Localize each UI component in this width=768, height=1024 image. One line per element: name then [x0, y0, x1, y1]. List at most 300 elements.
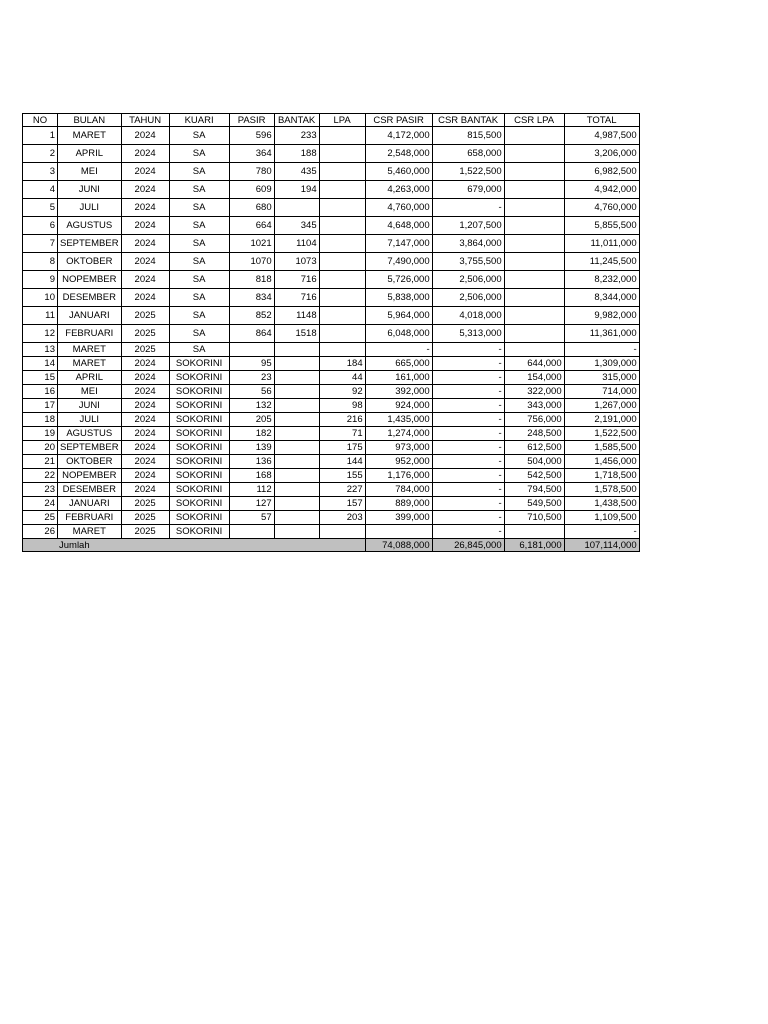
cell-bulan: APRIL	[58, 145, 122, 163]
cell-no: 2	[23, 145, 58, 163]
cell-csr-bantak: -	[432, 469, 504, 483]
cell-bulan: OKTOBER	[58, 253, 122, 271]
cell-csr-bantak: 815,500	[432, 127, 504, 145]
table-row	[23, 413, 640, 427]
cell-lpa: 216	[319, 413, 365, 427]
cell-pasir	[229, 525, 274, 539]
cell-csr-bantak: -	[432, 385, 504, 399]
cell-csr-lpa: 154,000	[504, 371, 564, 385]
cell-kuari: SA	[169, 163, 229, 181]
cell-pasir: 1021	[229, 235, 274, 253]
column-header-csr-pasir: CSR PASIR	[365, 114, 432, 127]
cell-total: 315,000	[564, 371, 639, 385]
cell-csr-lpa: 756,000	[504, 413, 564, 427]
cell-kuari: SA	[169, 235, 229, 253]
cell-no: 25	[23, 511, 58, 525]
cell-lpa	[319, 271, 365, 289]
cell-tahun: 2024	[121, 469, 169, 483]
cell-csr-lpa: 794,500	[504, 483, 564, 497]
cell-csr-pasir: 1,176,000	[365, 469, 432, 483]
cell-bantak	[274, 427, 319, 441]
cell-lpa	[319, 325, 365, 343]
cell-total: 8,232,000	[564, 271, 639, 289]
cell-total: 4,942,000	[564, 181, 639, 199]
cell-total: 714,000	[564, 385, 639, 399]
cell-bantak	[274, 497, 319, 511]
cell-tahun: 2024	[121, 199, 169, 217]
cell-total: 1,456,000	[564, 455, 639, 469]
cell-bantak	[274, 455, 319, 469]
cell-csr-bantak: 679,000	[432, 181, 504, 199]
cell-csr-bantak: -	[432, 413, 504, 427]
cell-kuari: SA	[169, 343, 229, 357]
cell-csr-bantak: -	[432, 427, 504, 441]
cell-csr-bantak: -	[432, 455, 504, 469]
cell-lpa	[319, 343, 365, 357]
table-row	[23, 163, 640, 181]
cell-csr-bantak: -	[432, 343, 504, 357]
cell-total: 3,206,000	[564, 145, 639, 163]
cell-tahun: 2024	[121, 399, 169, 413]
cell-pasir: 364	[229, 145, 274, 163]
cell-no: 9	[23, 271, 58, 289]
cell-csr-bantak: 3,864,000	[432, 235, 504, 253]
cell-no: 16	[23, 385, 58, 399]
cell-lpa: 92	[319, 385, 365, 399]
cell-csr-pasir: 6,048,000	[365, 325, 432, 343]
cell-csr-lpa	[504, 271, 564, 289]
cell-tahun: 2024	[121, 455, 169, 469]
cell-csr-bantak: 658,000	[432, 145, 504, 163]
cell-bulan: JULI	[58, 413, 122, 427]
cell-kuari: SA	[169, 325, 229, 343]
table-row	[23, 199, 640, 217]
table-row	[23, 307, 640, 325]
cell-tahun: 2024	[121, 181, 169, 199]
cell-bulan: NOPEMBER	[58, 469, 122, 483]
cell-kuari: SA	[169, 307, 229, 325]
cell-bantak	[274, 357, 319, 371]
cell-pasir: 95	[229, 357, 274, 371]
cell-bulan: MEI	[58, 385, 122, 399]
cell-bantak	[274, 441, 319, 455]
cell-lpa	[319, 145, 365, 163]
cell-total: 9,982,000	[564, 307, 639, 325]
cell-total: 1,309,000	[564, 357, 639, 371]
table-row	[23, 235, 640, 253]
cell-pasir: 864	[229, 325, 274, 343]
cell-bulan: DESEMBER	[58, 483, 122, 497]
cell-no: 5	[23, 199, 58, 217]
cell-no: 18	[23, 413, 58, 427]
cell-total: 4,987,500	[564, 127, 639, 145]
cell-pasir: 127	[229, 497, 274, 511]
cell-csr-pasir: 4,263,000	[365, 181, 432, 199]
cell-tahun: 2024	[121, 235, 169, 253]
cell-bantak: 1073	[274, 253, 319, 271]
cell-lpa: 144	[319, 455, 365, 469]
cell-total: -	[564, 343, 639, 357]
cell-bantak: 345	[274, 217, 319, 235]
cell-kuari: SA	[169, 289, 229, 307]
cell-kuari: SOKORINI	[169, 469, 229, 483]
cell-total: 1,718,500	[564, 469, 639, 483]
cell-total: 11,361,000	[564, 325, 639, 343]
cell-bantak: 188	[274, 145, 319, 163]
cell-total: 11,245,500	[564, 253, 639, 271]
cell-total: 6,982,500	[564, 163, 639, 181]
cell-tahun: 2024	[121, 217, 169, 235]
cell-total: 1,267,000	[564, 399, 639, 413]
cell-csr-pasir: 5,964,000	[365, 307, 432, 325]
cell-no: 11	[23, 307, 58, 325]
cell-pasir: 852	[229, 307, 274, 325]
cell-kuari: SOKORINI	[169, 427, 229, 441]
cell-csr-lpa	[504, 325, 564, 343]
table-row	[23, 399, 640, 413]
cell-no: 26	[23, 525, 58, 539]
cell-lpa: 203	[319, 511, 365, 525]
table-row	[23, 181, 640, 199]
cell-csr-lpa	[504, 307, 564, 325]
cell-csr-lpa: 248,500	[504, 427, 564, 441]
cell-csr-lpa: 612,500	[504, 441, 564, 455]
cell-kuari: SA	[169, 253, 229, 271]
cell-lpa	[319, 253, 365, 271]
cell-csr-pasir: 5,726,000	[365, 271, 432, 289]
cell-csr-lpa: 644,000	[504, 357, 564, 371]
cell-csr-bantak: -	[432, 441, 504, 455]
total-csr-lpa: 6,181,000	[504, 539, 564, 552]
cell-csr-pasir: 7,490,000	[365, 253, 432, 271]
cell-csr-pasir: 5,460,000	[365, 163, 432, 181]
csr-table	[22, 113, 640, 552]
cell-no: 24	[23, 497, 58, 511]
cell-lpa: 71	[319, 427, 365, 441]
cell-lpa: 227	[319, 483, 365, 497]
cell-no: 3	[23, 163, 58, 181]
cell-csr-pasir: 399,000	[365, 511, 432, 525]
cell-no: 15	[23, 371, 58, 385]
cell-lpa	[319, 307, 365, 325]
cell-no: 20	[23, 441, 58, 455]
cell-lpa: 157	[319, 497, 365, 511]
cell-pasir: 664	[229, 217, 274, 235]
table-row	[23, 325, 640, 343]
cell-bantak	[274, 469, 319, 483]
cell-no: 4	[23, 181, 58, 199]
cell-lpa: 98	[319, 399, 365, 413]
column-header-csr-bantak: CSR BANTAK	[432, 114, 504, 127]
total-csr-pasir: 74,088,000	[365, 539, 432, 552]
cell-csr-pasir: 889,000	[365, 497, 432, 511]
cell-csr-pasir: -	[365, 343, 432, 357]
column-header-no: NO	[23, 114, 58, 127]
cell-csr-pasir: 2,548,000	[365, 145, 432, 163]
cell-bulan: JANUARI	[58, 497, 122, 511]
cell-pasir: 57	[229, 511, 274, 525]
cell-csr-pasir: 1,435,000	[365, 413, 432, 427]
cell-lpa	[319, 289, 365, 307]
table-row	[23, 525, 640, 539]
table-row	[23, 385, 640, 399]
cell-bulan: NOPEMBER	[58, 271, 122, 289]
cell-csr-bantak: 2,506,000	[432, 271, 504, 289]
cell-lpa: 175	[319, 441, 365, 455]
cell-tahun: 2024	[121, 145, 169, 163]
table-row	[23, 483, 640, 497]
cell-no: 10	[23, 289, 58, 307]
cell-kuari: SOKORINI	[169, 455, 229, 469]
cell-total: 1,522,500	[564, 427, 639, 441]
cell-csr-lpa	[504, 127, 564, 145]
cell-csr-bantak: -	[432, 511, 504, 525]
column-header-bulan: BULAN	[58, 114, 122, 127]
cell-bulan: AGUSTUS	[58, 427, 122, 441]
cell-no: 6	[23, 217, 58, 235]
table-row	[23, 371, 640, 385]
cell-csr-lpa: 322,000	[504, 385, 564, 399]
cell-no: 12	[23, 325, 58, 343]
cell-bantak: 716	[274, 271, 319, 289]
cell-csr-pasir: 4,648,000	[365, 217, 432, 235]
cell-tahun: 2024	[121, 441, 169, 455]
cell-csr-bantak: 1,522,500	[432, 163, 504, 181]
cell-csr-lpa	[504, 525, 564, 539]
cell-total: 1,438,500	[564, 497, 639, 511]
cell-lpa: 184	[319, 357, 365, 371]
cell-tahun: 2024	[121, 271, 169, 289]
cell-pasir: 834	[229, 289, 274, 307]
cell-total: 1,585,500	[564, 441, 639, 455]
cell-pasir: 205	[229, 413, 274, 427]
cell-csr-bantak: -	[432, 483, 504, 497]
cell-bantak: 1148	[274, 307, 319, 325]
cell-tahun: 2025	[121, 343, 169, 357]
cell-csr-lpa	[504, 343, 564, 357]
total-grand: 107,114,000	[564, 539, 639, 552]
table-row	[23, 441, 640, 455]
cell-kuari: SOKORINI	[169, 441, 229, 455]
cell-csr-lpa	[504, 217, 564, 235]
cell-no: 1	[23, 127, 58, 145]
cell-bulan: MARET	[58, 343, 122, 357]
cell-tahun: 2024	[121, 385, 169, 399]
cell-no: 7	[23, 235, 58, 253]
column-header-pasir: PASIR	[229, 114, 274, 127]
cell-tahun: 2025	[121, 325, 169, 343]
cell-bantak	[274, 525, 319, 539]
table-row	[23, 427, 640, 441]
cell-bulan: MEI	[58, 163, 122, 181]
cell-bantak: 1518	[274, 325, 319, 343]
cell-csr-bantak: -	[432, 525, 504, 539]
cell-pasir: 680	[229, 199, 274, 217]
column-header-tahun: TAHUN	[121, 114, 169, 127]
table-row	[23, 511, 640, 525]
cell-total: 2,191,000	[564, 413, 639, 427]
cell-tahun: 2024	[121, 371, 169, 385]
cell-csr-bantak: 4,018,000	[432, 307, 504, 325]
cell-pasir: 56	[229, 385, 274, 399]
cell-kuari: SOKORINI	[169, 385, 229, 399]
cell-csr-lpa	[504, 181, 564, 199]
cell-kuari: SA	[169, 181, 229, 199]
cell-pasir: 23	[229, 371, 274, 385]
cell-bantak	[274, 385, 319, 399]
cell-total: 8,344,000	[564, 289, 639, 307]
cell-bulan: JUNI	[58, 399, 122, 413]
cell-bantak	[274, 511, 319, 525]
cell-csr-lpa: 710,500	[504, 511, 564, 525]
cell-tahun: 2024	[121, 289, 169, 307]
cell-pasir: 168	[229, 469, 274, 483]
cell-lpa	[319, 163, 365, 181]
cell-lpa	[319, 181, 365, 199]
cell-tahun: 2024	[121, 483, 169, 497]
cell-csr-bantak: -	[432, 399, 504, 413]
cell-csr-pasir: 665,000	[365, 357, 432, 371]
column-header-lpa: LPA	[319, 114, 365, 127]
cell-bulan: DESEMBER	[58, 289, 122, 307]
cell-lpa	[319, 217, 365, 235]
cell-pasir: 609	[229, 181, 274, 199]
table-row	[23, 289, 640, 307]
cell-bulan: JULI	[58, 199, 122, 217]
cell-pasir: 112	[229, 483, 274, 497]
cell-csr-pasir: 4,760,000	[365, 199, 432, 217]
cell-csr-lpa: 504,000	[504, 455, 564, 469]
cell-no: 17	[23, 399, 58, 413]
cell-total: 1,109,500	[564, 511, 639, 525]
cell-tahun: 2024	[121, 163, 169, 181]
cell-pasir: 818	[229, 271, 274, 289]
cell-total: 11,011,000	[564, 235, 639, 253]
table-row	[23, 469, 640, 483]
cell-tahun: 2025	[121, 307, 169, 325]
cell-lpa	[319, 235, 365, 253]
table-row	[23, 145, 640, 163]
cell-tahun: 2024	[121, 357, 169, 371]
cell-csr-pasir: 7,147,000	[365, 235, 432, 253]
cell-bantak	[274, 483, 319, 497]
cell-lpa	[319, 525, 365, 539]
cell-csr-lpa	[504, 145, 564, 163]
cell-bulan: OKTOBER	[58, 455, 122, 469]
table-row	[23, 497, 640, 511]
cell-total: 1,578,500	[564, 483, 639, 497]
cell-bulan: SEPTEMBER	[58, 441, 122, 455]
cell-csr-bantak: -	[432, 199, 504, 217]
cell-kuari: SA	[169, 217, 229, 235]
column-header-total: TOTAL	[564, 114, 639, 127]
column-header-kuari: KUARI	[169, 114, 229, 127]
cell-csr-lpa	[504, 253, 564, 271]
cell-pasir: 596	[229, 127, 274, 145]
total-label: Jumlah	[23, 539, 366, 552]
cell-csr-pasir: 1,274,000	[365, 427, 432, 441]
cell-pasir: 132	[229, 399, 274, 413]
cell-pasir: 136	[229, 455, 274, 469]
cell-no: 21	[23, 455, 58, 469]
cell-pasir: 1070	[229, 253, 274, 271]
cell-csr-pasir: 5,838,000	[365, 289, 432, 307]
cell-csr-bantak: 1,207,500	[432, 217, 504, 235]
table-row	[23, 343, 640, 357]
cell-tahun: 2025	[121, 497, 169, 511]
cell-csr-lpa	[504, 163, 564, 181]
cell-csr-lpa: 542,500	[504, 469, 564, 483]
cell-csr-bantak: 5,313,000	[432, 325, 504, 343]
cell-csr-lpa: 343,000	[504, 399, 564, 413]
cell-bulan: AGUSTUS	[58, 217, 122, 235]
cell-kuari: SOKORINI	[169, 413, 229, 427]
cell-no: 14	[23, 357, 58, 371]
cell-kuari: SA	[169, 199, 229, 217]
cell-lpa	[319, 199, 365, 217]
cell-kuari: SA	[169, 127, 229, 145]
cell-csr-bantak: -	[432, 357, 504, 371]
cell-no: 23	[23, 483, 58, 497]
cell-csr-bantak: 3,755,500	[432, 253, 504, 271]
cell-lpa	[319, 127, 365, 145]
cell-kuari: SOKORINI	[169, 497, 229, 511]
table-row	[23, 253, 640, 271]
table-row	[23, 357, 640, 371]
cell-bantak	[274, 413, 319, 427]
cell-bantak: 233	[274, 127, 319, 145]
cell-csr-pasir	[365, 525, 432, 539]
cell-tahun: 2025	[121, 525, 169, 539]
cell-tahun: 2024	[121, 127, 169, 145]
table-row	[23, 217, 640, 235]
cell-csr-lpa	[504, 235, 564, 253]
cell-kuari: SOKORINI	[169, 483, 229, 497]
cell-tahun: 2024	[121, 253, 169, 271]
cell-no: 13	[23, 343, 58, 357]
cell-bulan: MARET	[58, 525, 122, 539]
cell-no: 8	[23, 253, 58, 271]
cell-pasir: 780	[229, 163, 274, 181]
cell-bantak: 435	[274, 163, 319, 181]
cell-csr-pasir: 161,000	[365, 371, 432, 385]
cell-total: -	[564, 525, 639, 539]
cell-pasir	[229, 343, 274, 357]
cell-kuari: SOKORINI	[169, 371, 229, 385]
cell-bantak	[274, 199, 319, 217]
cell-tahun: 2025	[121, 511, 169, 525]
cell-csr-bantak: -	[432, 497, 504, 511]
cell-total: 4,760,000	[564, 199, 639, 217]
column-header-csr-lpa: CSR LPA	[504, 114, 564, 127]
cell-bantak: 716	[274, 289, 319, 307]
cell-bantak	[274, 399, 319, 413]
cell-csr-pasir: 924,000	[365, 399, 432, 413]
cell-kuari: SOKORINI	[169, 525, 229, 539]
cell-pasir: 139	[229, 441, 274, 455]
cell-total: 5,855,500	[564, 217, 639, 235]
cell-kuari: SA	[169, 145, 229, 163]
cell-csr-pasir: 784,000	[365, 483, 432, 497]
cell-pasir: 182	[229, 427, 274, 441]
cell-bulan: FEBRUARI	[58, 511, 122, 525]
cell-csr-bantak: -	[432, 371, 504, 385]
cell-csr-lpa: 549,500	[504, 497, 564, 511]
column-header-bantak: BANTAK	[274, 114, 319, 127]
cell-bantak: 1104	[274, 235, 319, 253]
cell-csr-bantak: 2,506,000	[432, 289, 504, 307]
cell-kuari: SOKORINI	[169, 511, 229, 525]
